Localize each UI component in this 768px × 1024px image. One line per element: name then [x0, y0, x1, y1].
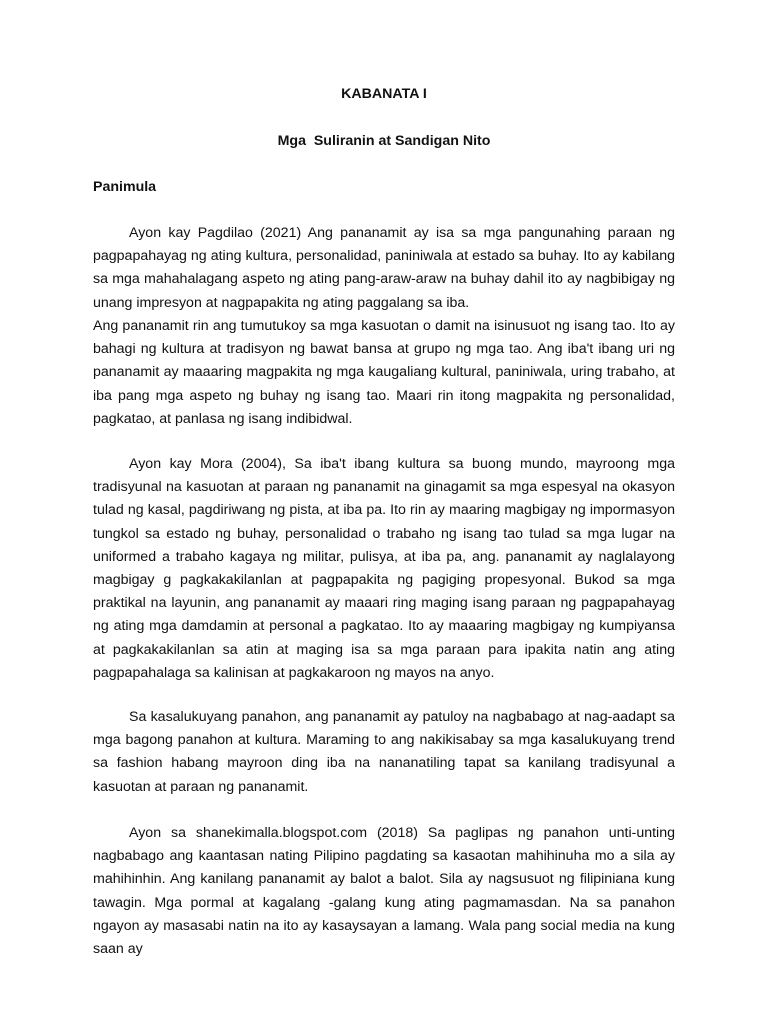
paragraph: Sa kasalukuyang panahon, ang pananamit ay patuloy na nagbabago at nag-aadapt sa mga bagong panahon at kultura. Maraming to ang nakikisabay sa mga kasalukuyang trend sa fashion habang mayroon ding iba na nananatiling tapat sa kanilang tradisyunal a kasuotan at paraan ng pananamit. [93, 709, 675, 795]
paragraph: Ang pananamit rin ang tumutukoy sa mga kasuotan o damit na isinusuot ng isang tao. Ito ay bahagi ng kultura at tradisyon ng bawat bansa at grupo ng mga tao. Ang iba't ibang uri ng pananamit ay maaaring magpakita ng mga kaugaliang kultural, paniniwala, uring trabaho, at iba pang mga aspeto ng buhay ng isang tao. Maari rin itong magpakita ng personalidad, pagkatao, at panlasa ng isang indibidwal. [93, 318, 675, 427]
paragraph: Ayon kay Pagdilao (2021) Ang pananamit ay isa sa mga pangunahing paraan ng pagpapahayag ng ating kultura, personalidad, paniniwala at estado sa buhay. Ito ay kabilang sa mga mahahalagang aspeto ng ating pang-araw-araw na buhay dahil ito ay nagbibigay ng unang impresyon at nagpapakita ng ating paggalang sa iba. [93, 225, 675, 311]
paragraph: Ayon kay Mora (2004), Sa iba't ibang kultura sa buong mundo, mayroong mga tradisyunal na kasuotan at paraan ng pananamit na ginagamit sa mga espesyal na okasyon tulad ng kasal, pagdiriwang ng pista, at iba pa. Ito rin ay maaring magbigay ng impormasyon tungkol sa estado ng buhay, personalidad o trabaho ng isang tao tulad sa mga lugar na uniformed a trabaho kagaya ng militar, pulisya, at iba pa, ang. pananamit ay naglalayong magbigay g pagkakakilanlan at pagpapakita ng pagiging propesyonal. Bukod sa mga praktikal na layunin, ang pananamit ay maaari ring maging isang paraan ng pagpapahayag ng ating mga damdamin at personal a pagkatao. Ito ay maaaring magbigay ng kumpiyansa at pagkakakilanlan sa atin at maging isa sa mga paraan para ipakita natin ang ating pagpapahalaga sa kalinisan at pagkakaroon ng mayos na anyo. [93, 456, 675, 681]
chapter-title: Mga Suliranin at Sandigan Nito [277, 133, 491, 149]
chapter-heading: KABANATA I [341, 86, 427, 102]
paragraph: Ayon sa shanekimalla.blogspot.com (2018) Sa paglipas ng panahon unti-unting nagbabago ang kaantasan nating Pilipino pagdating sa kasaotan mahihinuha mo a sila ay mahihinhin. Ang kanilang pananamit ay balot a balot. Sila ay nagsusuot ng filipiniana kung tawagin. Mga pormal at kagalang -galang kung ating pagmamasdan. Na sa panahon ngayon ay masasabi natin na ito ay kasaysayan a lamang. Wala pang social media na kung saan ay [93, 825, 675, 958]
section-heading: Panimula [93, 179, 157, 195]
